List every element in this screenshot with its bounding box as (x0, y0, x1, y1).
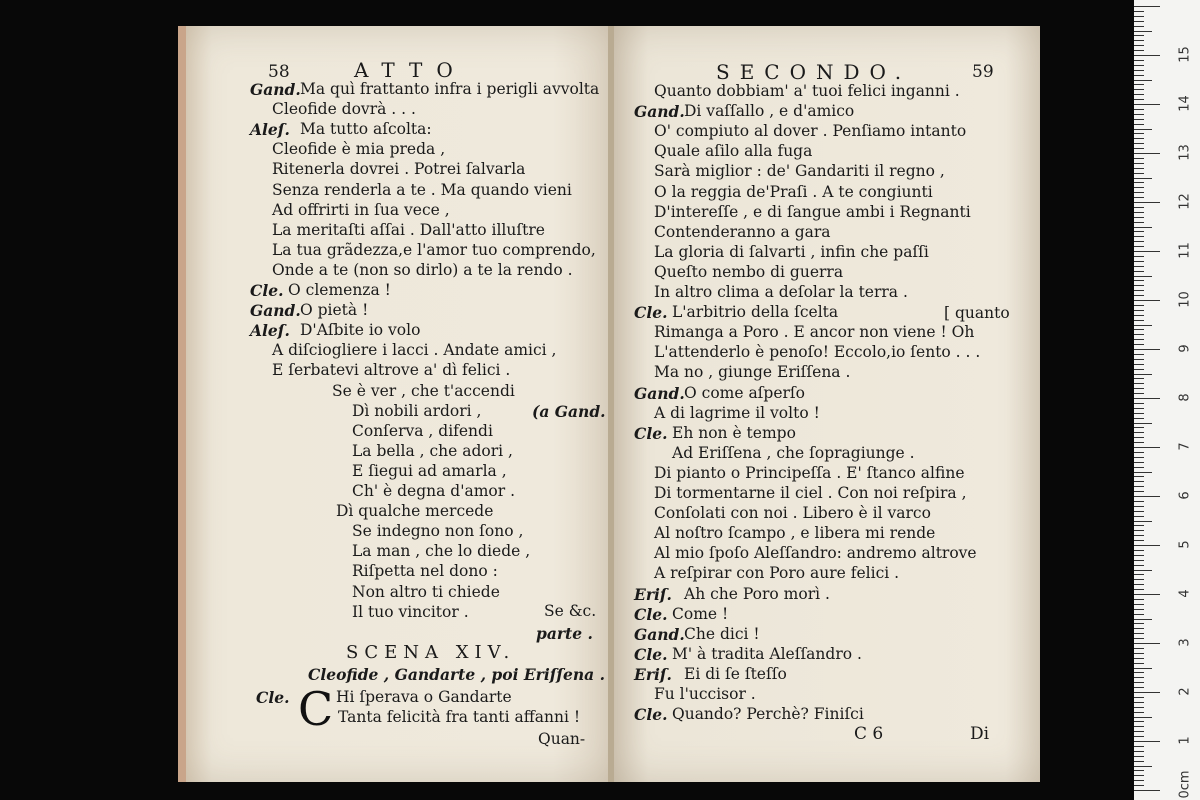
text-line: D'intereſſe , e di ſangue ambi i Regnanti (654, 202, 971, 221)
drop-cap: C (298, 682, 334, 736)
ruler-tick (1134, 535, 1144, 536)
ruler-tick (1134, 751, 1144, 752)
speaker-label: Aleſ. (250, 321, 290, 341)
speaker-label: Aleſ. (250, 120, 290, 140)
ruler-label: 9 (1177, 344, 1193, 353)
ruler-tick (1134, 775, 1144, 776)
text-line: Conſerva , difendi (352, 421, 493, 440)
text-line: Quanto dobbiam' a' tuoi felici inganni . (654, 82, 960, 100)
ruler-tick (1134, 653, 1144, 654)
signature-mark: C 6 (854, 724, 884, 744)
ruler-label: 11 (1177, 242, 1193, 259)
ruler-tick (1134, 496, 1160, 497)
ruler-tick (1134, 187, 1144, 188)
ruler-tick (1134, 623, 1144, 624)
ruler-tick (1134, 310, 1144, 311)
ruler-tick (1134, 721, 1144, 722)
ruler-tick (1134, 35, 1144, 36)
ruler-tick (1134, 486, 1144, 487)
ruler-tick (1134, 682, 1144, 683)
text-line: Cleofide dovrà . . . (272, 100, 416, 119)
text-line: Ch' è degna d'amor . (352, 482, 516, 500)
ruler-tick (1134, 423, 1152, 424)
text-line: Ma no , giunge Eriſſena . (654, 363, 851, 382)
ruler-tick (1134, 491, 1144, 492)
catchword: Di (970, 724, 990, 744)
ruler-tick (1134, 84, 1144, 85)
ruler-tick (1134, 99, 1144, 100)
ruler-tick (1134, 280, 1144, 281)
ruler-tick (1134, 692, 1160, 693)
ruler-tick (1134, 89, 1144, 90)
ruler-tick (1134, 334, 1144, 335)
ruler-tick (1134, 736, 1144, 737)
ruler-tick (1134, 565, 1144, 566)
ruler-tick (1134, 540, 1144, 541)
speaker-label: Cle. (634, 303, 668, 323)
text-line: Queſto nembo di guerra (654, 262, 844, 281)
running-head: ATTO (354, 58, 467, 82)
ruler-tick (1134, 50, 1144, 51)
text-line: O la reggia de'Praſi . A te congiunti (654, 182, 933, 201)
ruler-tick (1134, 197, 1144, 198)
text-line: Ah che Poro morì . (684, 584, 830, 603)
ruler-tick (1134, 251, 1160, 252)
text-line: In altro clima a deſolar la terra . (654, 283, 908, 301)
text-line: Onde a te (non so dirlo) a te la rendo . (272, 260, 573, 279)
ruler-tick (1134, 378, 1144, 379)
ruler-label: 7 (1177, 442, 1193, 451)
ruler-tick (1134, 75, 1144, 76)
text-line: E ſerbatevi altrove a' dì felici . (272, 361, 511, 380)
ruler-tick (1134, 383, 1144, 384)
ruler-tick (1134, 476, 1144, 477)
ruler-tick (1134, 579, 1144, 580)
ruler-tick (1134, 570, 1152, 571)
ruler-tick (1134, 212, 1144, 213)
text-line: La meritaſti aſſai . Dall'atto illuſtre (272, 220, 545, 239)
ruler-tick (1134, 628, 1144, 629)
ruler-tick (1134, 40, 1144, 41)
ruler-tick (1134, 437, 1144, 438)
ruler-label: 12 (1177, 193, 1193, 210)
ruler-tick (1134, 545, 1160, 546)
ruler-tick (1134, 109, 1144, 110)
text-line: Come ! (672, 604, 729, 623)
speaker-label: Cle. (634, 423, 668, 443)
text-line: L'attenderlo è penoſo! Eccolo,io ſento . . . (654, 343, 981, 362)
ruler-tick (1134, 45, 1144, 46)
ruler-tick (1134, 359, 1144, 360)
text-line: Quale aſilo alla fuga (654, 142, 813, 161)
speaker-label: Gand. (634, 102, 685, 122)
ruler-tick (1134, 731, 1144, 732)
ruler-tick (1134, 124, 1144, 125)
ruler-tick (1134, 207, 1144, 208)
scene-title: SCENA XIV. (346, 642, 516, 663)
ruler-tick (1134, 619, 1152, 620)
ruler-tick (1134, 26, 1144, 27)
text-line: Contenderanno a gara (654, 222, 831, 241)
ruler-tick (1134, 329, 1144, 330)
ruler-tick (1134, 354, 1144, 355)
ruler-tick (1134, 393, 1144, 394)
ruler-tick (1134, 672, 1144, 673)
ruler-tick (1134, 182, 1144, 183)
ruler-tick (1134, 339, 1144, 340)
speaker-label: Eriſ. (634, 584, 672, 604)
ruler-tick (1134, 697, 1144, 698)
ruler-tick (1134, 432, 1144, 433)
ruler-tick (1134, 584, 1144, 585)
page-number: 58 (268, 62, 290, 82)
text-line: Eh non è tempo (672, 423, 796, 442)
ruler-label: 5 (1177, 540, 1193, 549)
speaker-label: Gand. (250, 80, 301, 99)
ruler-tick (1134, 761, 1144, 762)
text-line: La man , che lo diede , (352, 542, 531, 561)
ruler-label: 13 (1177, 144, 1193, 161)
stage-direction: Se &c. (544, 602, 597, 620)
ruler-tick (1134, 16, 1144, 17)
ruler-tick (1134, 741, 1160, 742)
ruler-label: 10 (1177, 291, 1193, 308)
ruler-tick (1134, 276, 1152, 277)
ruler-tick (1134, 506, 1144, 507)
ruler-tick (1134, 511, 1144, 512)
ruler-tick (1134, 555, 1144, 556)
ruler-tick (1134, 780, 1144, 781)
ruler-tick (1134, 521, 1152, 522)
ruler-tick (1134, 501, 1144, 502)
text-line: Ritenerla dovrei . Potrei ſalvarla (272, 160, 526, 179)
ruler-tick (1134, 6, 1160, 7)
text-line: La bella , che adori , (352, 441, 513, 460)
ruler-tick (1134, 756, 1144, 757)
text-line: Non altro ti chiede (352, 582, 500, 601)
ruler-tick (1134, 574, 1144, 575)
ruler-tick (1134, 717, 1152, 718)
ruler-tick (1134, 222, 1144, 223)
ruler-tick (1134, 349, 1160, 350)
scene-characters: Cleofide , Gandarte , poi Eriſſena . (308, 665, 606, 684)
ruler-tick (1134, 516, 1144, 517)
text-line: O come aſperſo (684, 383, 805, 402)
ruler-tick (1134, 315, 1144, 316)
ruler-tick (1134, 295, 1144, 296)
text-line: Sarà miglior : de' Gandariti il regno , (654, 162, 945, 181)
text-line: Se indegno non ſono , (352, 522, 524, 541)
ruler-tick (1134, 173, 1144, 174)
speaker-label: Gand. (634, 383, 685, 403)
ruler-tick (1134, 114, 1144, 115)
ruler-tick (1134, 442, 1144, 443)
open-book (178, 26, 1046, 782)
text-line: Ma quì frattanto infra i perigli avvolta (300, 80, 600, 98)
text-line: D'Aſbite io volo (300, 321, 421, 340)
ruler-tick (1134, 300, 1160, 301)
text-line: Ad offrirti in ſua vece , (272, 200, 450, 219)
ruler-tick (1134, 374, 1152, 375)
ruler-label: 8 (1177, 393, 1193, 402)
ruler-tick (1134, 163, 1144, 164)
ruler-tick (1134, 202, 1160, 203)
ruler-tick (1134, 271, 1144, 272)
text-line: Quando? Perchè? Finiſci (672, 705, 864, 724)
speaker-label: Cle. (634, 644, 668, 664)
text-line: L'arbitrio della ſcelta (672, 303, 839, 322)
speaker-label: Cle. (634, 705, 668, 725)
ruler-label: 2 (1177, 687, 1193, 696)
ruler-tick (1134, 467, 1144, 468)
ruler-tick (1134, 594, 1160, 595)
text-line: Fu l'uccisor . (654, 685, 756, 703)
text-line: Riſpetta nel dono : (352, 562, 498, 581)
ruler-tick (1134, 589, 1144, 590)
ruler-tick (1134, 481, 1144, 482)
ruler-label: 0cm (1177, 770, 1193, 799)
running-head: SECONDO. (716, 60, 912, 84)
ruler-tick (1134, 746, 1144, 747)
ruler-tick (1134, 133, 1144, 134)
stage-direction: parte . (536, 624, 593, 643)
ruler-label: 6 (1177, 491, 1193, 500)
ruler-tick (1134, 168, 1144, 169)
ruler-tick (1134, 369, 1144, 370)
speaker-label: Cle. (256, 688, 290, 707)
ruler-tick (1134, 472, 1152, 473)
ruler-tick (1134, 560, 1144, 561)
page-number: 59 (972, 62, 994, 82)
ruler-tick (1134, 550, 1144, 551)
ruler-tick (1134, 638, 1144, 639)
ruler-tick (1134, 241, 1144, 242)
ruler-tick (1134, 403, 1144, 404)
ruler-tick (1134, 663, 1144, 664)
stage-direction: (a Gand. (532, 402, 606, 421)
text-line: La gloria di ſalvarti , infin che paſſi (654, 242, 929, 261)
text-line: Hi ſperava o Gandarte (336, 688, 512, 706)
ruler-tick (1134, 320, 1144, 321)
ruler-tick (1134, 104, 1160, 105)
text-line: Di vaſſallo , e d'amico (684, 102, 855, 121)
text-line: Rimanga a Poro . E ancor non viene ! Oh (654, 323, 975, 342)
ruler-tick (1134, 643, 1160, 644)
ruler-tick (1134, 236, 1144, 237)
ruler-tick (1134, 457, 1144, 458)
ruler-label: 14 (1177, 95, 1193, 112)
text-line: La tua grãdezza,e l'amor tuo comprendo, (272, 240, 596, 259)
ruler-tick (1134, 447, 1160, 448)
text-line: Tanta felicità fra tanti affanni ! (338, 708, 581, 726)
ruler-tick (1134, 344, 1144, 345)
ruler-tick (1134, 604, 1144, 605)
ruler-tick (1134, 726, 1144, 727)
ruler-tick (1134, 658, 1144, 659)
ruler-tick (1134, 648, 1144, 649)
text-line: Al mio ſpoſo Aleſſandro: andremo altrove (654, 544, 977, 563)
ruler-tick (1134, 94, 1144, 95)
speaker-label: Gand. (250, 301, 301, 321)
ruler-tick (1134, 614, 1144, 615)
ruler-tick (1134, 192, 1144, 193)
ruler-tick (1134, 530, 1144, 531)
ruler-tick (1134, 325, 1152, 326)
text-line: Ei di ſe ſteſſo (684, 664, 787, 683)
text-line: Se è ver , che t'accendi (332, 381, 515, 400)
margin-note: [ quanto (944, 304, 1010, 322)
text-line: A reſpirar con Poro aure felici . (654, 564, 900, 583)
text-line: O pietà ! (300, 301, 369, 320)
text-line: Che dici ! (684, 624, 760, 643)
measurement-ruler (1134, 0, 1200, 800)
ruler-tick (1134, 129, 1152, 130)
ruler-label: 3 (1177, 638, 1193, 647)
ruler-tick (1134, 305, 1144, 306)
ruler-tick (1134, 677, 1144, 678)
ruler-tick (1134, 31, 1152, 32)
ruler-tick (1134, 65, 1144, 66)
text-line: A diſciogliere i lacci . Andate amici , (272, 341, 557, 360)
ruler-tick (1134, 790, 1160, 791)
ruler-tick (1134, 153, 1160, 154)
ruler-tick (1134, 143, 1144, 144)
text-line: Cleofide è mia preda , (272, 140, 446, 159)
ruler-tick (1134, 398, 1160, 399)
ruler-tick (1134, 290, 1144, 291)
ruler-tick (1134, 452, 1144, 453)
text-line: A di lagrime il volto ! (654, 403, 820, 422)
ruler-tick (1134, 525, 1144, 526)
speaker-label: Gand. (634, 624, 685, 644)
text-line: Conſolati con noi . Libero è il varco (654, 504, 931, 523)
text-line: Ad Eriſſena , che ſopragiunge . (672, 443, 915, 462)
ruler-tick (1134, 766, 1152, 767)
right-page (614, 26, 1040, 782)
ruler-tick (1134, 80, 1152, 81)
text-line: Il tuo vincitor . (352, 602, 469, 621)
ruler-tick (1134, 285, 1144, 286)
text-line: Al noſtro ſcampo , e libera mi rende (654, 524, 936, 543)
text-line: Dì qualche mercede (336, 502, 494, 521)
ruler-tick (1134, 227, 1152, 228)
ruler-tick (1134, 158, 1144, 159)
speaker-label: Cle. (250, 281, 284, 300)
ruler-tick (1134, 413, 1144, 414)
ruler-tick (1134, 217, 1144, 218)
ruler-tick (1134, 418, 1144, 419)
text-line: Ma tutto aſcolta: (300, 120, 432, 139)
ruler-tick (1134, 707, 1144, 708)
ruler-tick (1134, 687, 1144, 688)
ruler-tick (1134, 11, 1144, 12)
ruler-tick (1134, 21, 1144, 22)
ruler-tick (1134, 148, 1144, 149)
ruler-tick (1134, 712, 1144, 713)
ruler-tick (1134, 70, 1144, 71)
ruler-tick (1134, 408, 1144, 409)
text-line: Senza renderla a te . Ma quando vieni (272, 180, 572, 199)
catchword: Quan- (538, 730, 586, 748)
speaker-label: Cle. (634, 604, 668, 624)
ruler-tick (1134, 138, 1144, 139)
ruler-tick (1134, 261, 1144, 262)
text-line: Di tormentarne il ciel . Con noi reſpira , (654, 484, 967, 502)
ruler-tick (1134, 231, 1144, 232)
ruler-tick (1134, 256, 1144, 257)
ruler-tick (1134, 427, 1144, 428)
text-line: E ſiegui ad amarla , (352, 461, 507, 480)
ruler-tick (1134, 702, 1144, 703)
ruler-tick (1134, 119, 1144, 120)
ruler-tick (1134, 770, 1144, 771)
ruler-tick (1134, 785, 1144, 786)
ruler-tick (1134, 55, 1160, 56)
ruler-label: 1 (1177, 736, 1193, 745)
ruler-tick (1134, 388, 1144, 389)
ruler-tick (1134, 246, 1144, 247)
speaker-label: Eriſ. (634, 664, 672, 684)
ruler-tick (1134, 364, 1144, 365)
text-line: O clemenza ! (288, 281, 391, 299)
left-page (178, 26, 618, 782)
ruler-label: 4 (1177, 589, 1193, 598)
ruler-tick (1134, 599, 1144, 600)
ruler-tick (1134, 60, 1144, 61)
ruler-tick (1134, 609, 1144, 610)
ruler-tick (1134, 266, 1144, 267)
text-line: Di pianto o Principeſſa . E' ſtanco alfine (654, 463, 965, 482)
ruler-label: 15 (1177, 46, 1193, 63)
ruler-tick (1134, 462, 1144, 463)
text-line: O' compiuto al dover . Penſiamo intanto (654, 122, 967, 141)
text-line: Dì nobili ardori , (352, 401, 482, 420)
ruler-tick (1134, 668, 1152, 669)
ruler-tick (1134, 178, 1152, 179)
text-line: M' à tradita Aleſſandro . (672, 644, 862, 663)
ruler-tick (1134, 633, 1144, 634)
